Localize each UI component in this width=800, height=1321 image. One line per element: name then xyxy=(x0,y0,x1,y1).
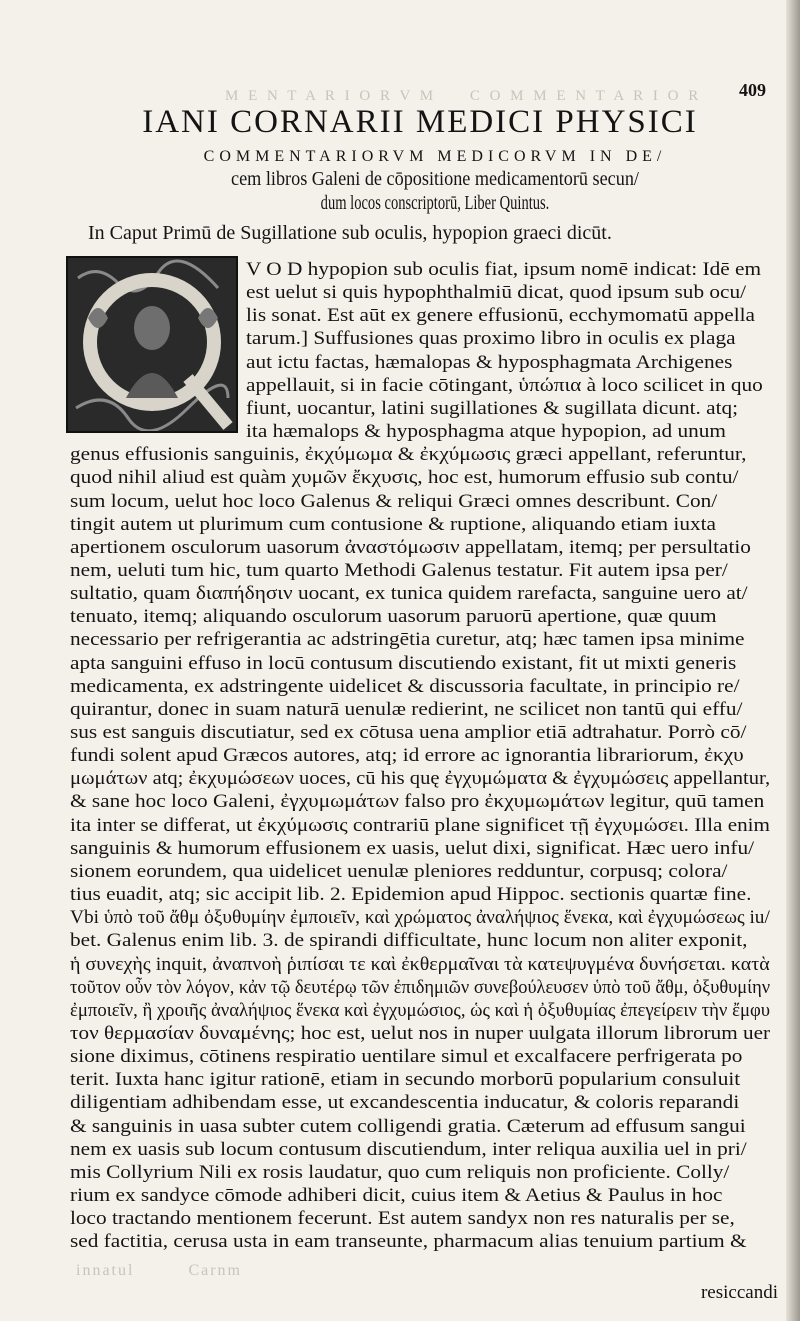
page-number: 409 xyxy=(739,80,766,100)
body-line: nem ex uasis sub locum contusum discutiendum, inter reliqua auxilia uel in pri/ xyxy=(70,1138,747,1160)
body-line: τοῦτον οὖν τὸν λόγον, κἀν τῷ δευτέρῳ τῶν ἐπιδημιῶν συνεβούλευσεν ὑπὸ τοῦ ἄθμ, ὀξυθυμίην xyxy=(70,976,771,998)
body-line: diligentiam adhibendam esse, ut excandescentia inducatur, & coloris reparandi xyxy=(70,1092,740,1114)
bleed-through-bottom: innatul Carnm xyxy=(76,1262,242,1279)
body-line: aut ictu factas, hæmalopas & hyposphagmata Archigenes xyxy=(246,351,733,373)
body-line: necessario per refrigerantia ac adstringētia curetur, atq; hæc tamen ipsa minime xyxy=(70,629,745,651)
body-line: sed factitia, cerusa usta in eam transeunte, pharmacum alias tenuium partium & xyxy=(70,1231,747,1253)
page-edge-shadow xyxy=(786,0,800,1321)
body-line: ita hæmalops & hyposphagma atque hypopion, ad unum xyxy=(246,421,726,443)
body-line: fundi solent apud Græcos autores, atq; id errore ac ignorantia librariorum, ἐκχυ xyxy=(70,745,744,767)
body-line: sanguinis & humorum effusionem ex uasis, uelut dixi, significat. Hæc uero infu/ xyxy=(70,837,755,859)
body-line: ἐμποιεῖν, ἢ χροιῆς ἀναλήψιος ἕνεκα καὶ ἐγχυμώσιος, ὡς καὶ ἡ ὀξυθυμίας ἐπεγείρειν τὴν ἔμφυ xyxy=(70,999,771,1021)
body-line: tingit autem ut plurimum cum contusione & ruptione, aliquando etiam iuxta xyxy=(70,513,716,535)
body-line: mis Collyrium Nili ex rosis laudatur, quo cum reliquis non proficiente. Colly/ xyxy=(70,1161,730,1183)
body-line: genus effusionis sanguinis, ἐκχύμωμα & ἐκχύμωσις græci appellant, referuntur, xyxy=(70,444,747,466)
bleed-through-text: M E N T A R I O R V M C O M M E N T A R I O R xyxy=(225,88,702,104)
body-line: V O D hypopion sub oculis fiat, ipsum nomē indicat: Idē em xyxy=(246,259,762,280)
body-line: rium ex sandyce cōmode adhiberi dicit, cuius item & Aetius & Paulus in hoc xyxy=(70,1185,723,1206)
body-line: apertionem osculorum uasorum ἀναστόμωσιν appellatam, itemq; per persultatio xyxy=(70,536,751,558)
body-line: tius euadit, atq; sic accipit lib. 2. Epidemion apud Hippoc. sectionis quartæ fine. xyxy=(70,884,752,906)
body-line: ita inter se differat, ut ἐκχύμωσις contrariū plane significet τῇ ἐγχυμώσει. Illa enim xyxy=(70,814,770,836)
body-line: sultatio, quam διαπήδησιν uocant, ex tunica quidem rarefacta, sanguine uero at/ xyxy=(70,583,748,605)
body-line: nem, ueluti tum hic, tum quarto Methodi Galenus testatur. Fit autem ipsa per/ xyxy=(70,559,728,581)
decorated-initial-q-woodcut xyxy=(66,256,238,433)
body-line: ἡ συνεχὴς inquit, ἀναπνοὴ ῥιπίσαι τε καὶ ἐκθερμαῖναι τὰ κατεψυγμένα δυνήσεται. κατὰ xyxy=(70,953,770,975)
body-line: quirantur, donec in suam naturā uenulæ redierint, ne scilicet non tantū qui effu/ xyxy=(70,698,743,720)
body-line: sionem eorundem, qua uidelicet uenulæ pleniores redduntur, corpusq; colora/ xyxy=(70,860,728,882)
subtitle-line-1: COMMENTARIORVM MEDICORVM IN DE/ xyxy=(203,148,667,165)
body-line: bet. Galenus enim lib. 3. de spirandi difficultate, hunc locum non aliter exponit, xyxy=(70,930,748,952)
catchword: resiccandi xyxy=(700,1282,778,1303)
body-line: Vbi ὑπὸ τοῦ ἄθμ ὀξυθυμίην ἐμποιεῖν, καὶ χρώματος ἀναλήψιος ἕνεκα, καὶ ἐγχυμώσεως iu/ xyxy=(70,907,770,929)
body-line: terit. Iuxta hanc igitur rationē, etiam in secundo morborū popularium consuluit xyxy=(70,1069,741,1091)
body-line: appellauit, si in facie cōtingant, ὑπώπια à loco scilicet in quo xyxy=(246,374,763,396)
chapter-heading: In Caput Primū de Sugillatione sub oculis, hypopion graeci dicūt. xyxy=(88,222,612,244)
body-line: loco tractando mentionem fecerunt. Est autem sandyx non res naturalis per se, xyxy=(70,1208,735,1230)
body-line: tenuato, itemq; aliquando osculorum uasorum paruorū apertione, quæ quum xyxy=(70,606,717,628)
subtitle-line-2: cem libros Galeni de cōpositione medicamentorū secun/ xyxy=(231,168,639,190)
body-line: μωμάτων atq; ἐκχυμώσεων uoces, cū his quę ἐγχυμώματα & ἐγχυμώσεις appellantur, xyxy=(70,768,771,790)
body-line: quod nihil aliud est quàm χυμῶν ἔκχυσις, hoc est, humorum effusio sub contu/ xyxy=(70,467,739,489)
body-line: fiunt, uocantur, latini sugillationes & sugillata dicunt. atq; xyxy=(246,397,739,419)
subtitle-line-3: dum locos conscriptorū, Liber Quintus. xyxy=(320,192,550,214)
body-line: sus est sanguis discutiatur, sed ex cōtusa uena amplior etiā adtrahatur. Porrò cō/ xyxy=(70,722,747,743)
body-line: apta sanguini effuso in locū contusum discutiendo existant, fit ut mixti generis xyxy=(70,652,737,674)
body-line: τον θερμασίαν δυναμένης; hoc est, uelut nos in nuper uulgata illorum librorum uer xyxy=(70,1022,771,1044)
body-line: lis sonat. Est aūt ex genere effusionū, ecchymomatū appella xyxy=(246,305,755,327)
body-line: medicamenta, ex adstringente uidelicet & discussoria facultate, in principio re/ xyxy=(70,675,740,697)
body-line: tarum.] Suffusiones quas proximo libro in oculis ex plaga xyxy=(246,328,736,350)
body-line: & sanguinis in uasa subter cutem colligendi gratia. Cæterum ad effusum sangui xyxy=(70,1115,746,1137)
body-line: & sane hoc loco Galeni, ἐγχυμωμάτων falso pro ἐκχυμωμάτων legitur, quū tamen xyxy=(70,791,765,813)
book-title: IANI CORNARII MEDICI PHYSICI xyxy=(142,104,698,140)
body-line: est uelut si quis hypophthalmiū dicat, quod ipsum sub ocu/ xyxy=(246,282,747,304)
body-line: sione diximus, cōtinens respiratio uentilare simul et excalfacere perfrigerata po xyxy=(70,1046,743,1068)
body-line: sum locum, uelut hoc loco Galenus & reliqui Græci omnes describunt. Con/ xyxy=(70,490,718,512)
